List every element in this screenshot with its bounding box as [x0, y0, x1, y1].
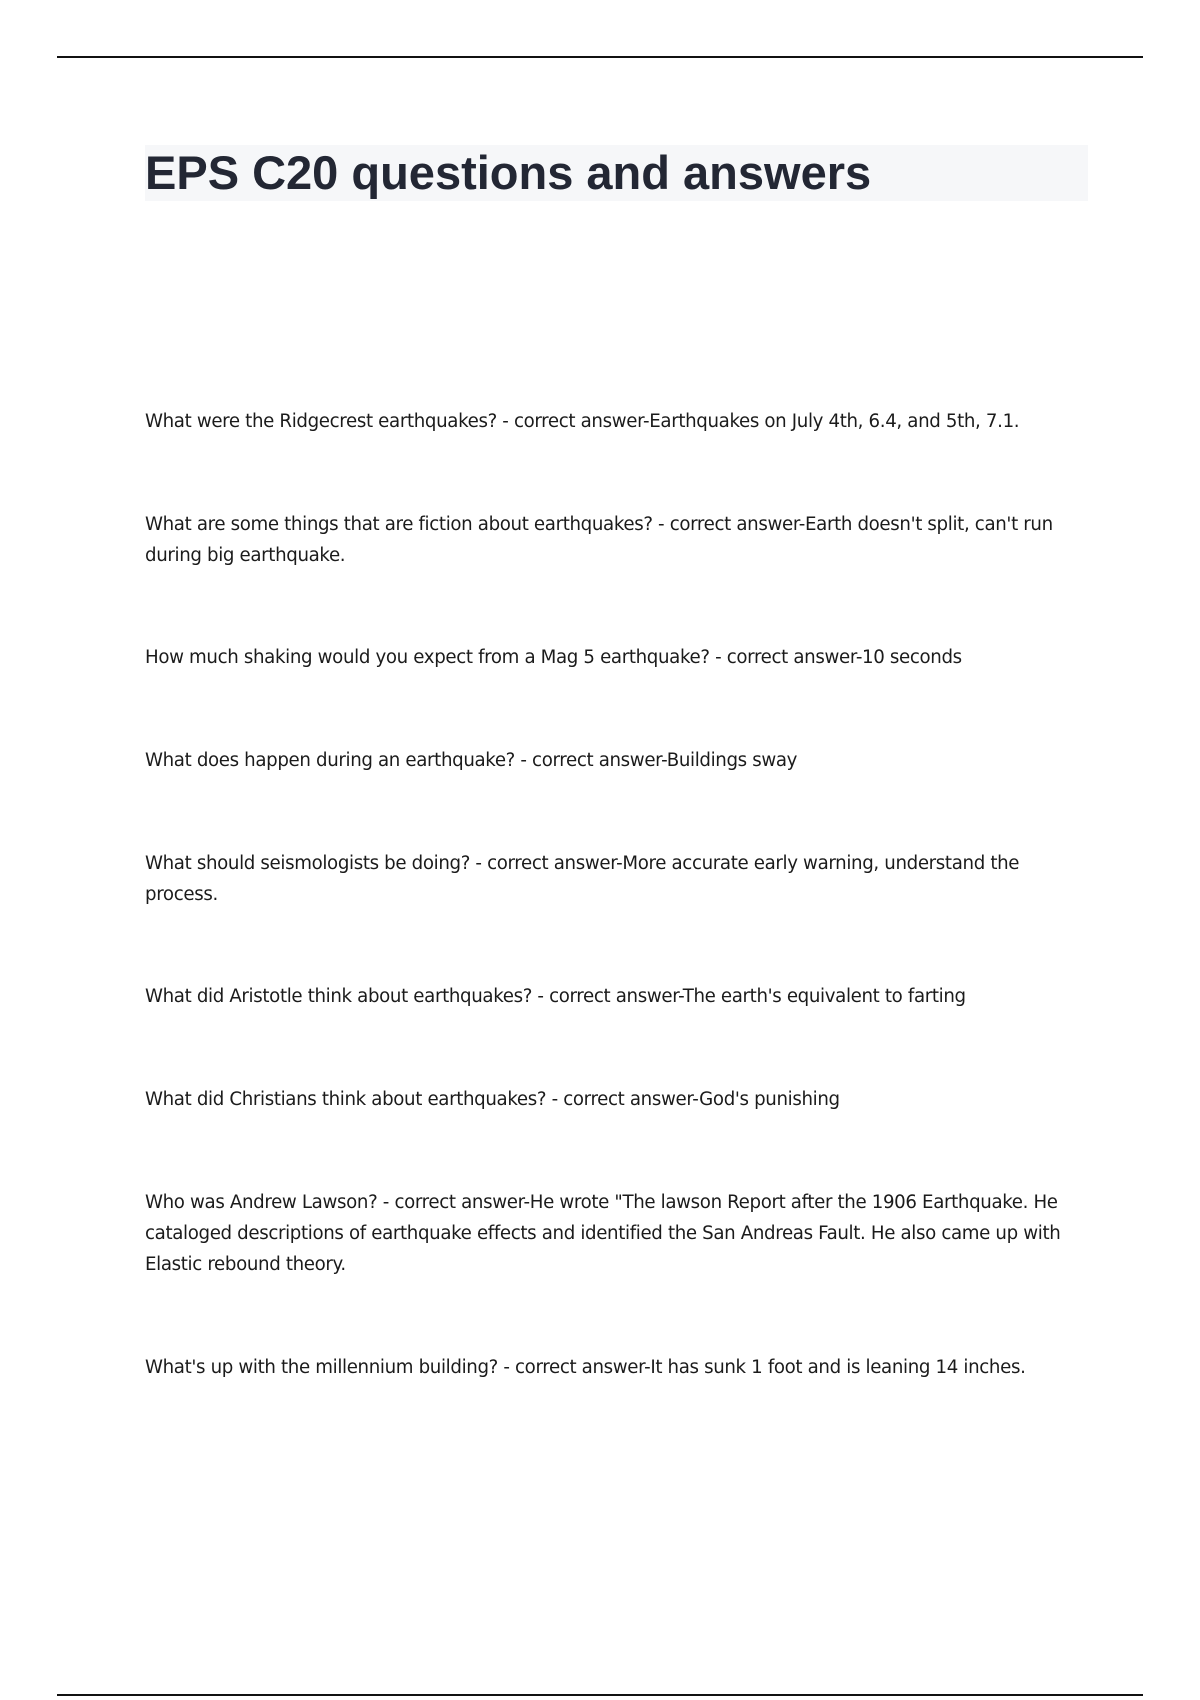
document-title: EPS C20 questions and answers — [145, 146, 872, 199]
qa-item-seismologists: What should seismologists be doing? - correct answer-More accurate early warning, understand the process. — [145, 853, 1020, 905]
qa-item-ridgecrest: What were the Ridgecrest earthquakes? - correct answer-Earthquakes on July 4th, 6.4, and 5th, 7.1. — [145, 411, 1020, 432]
header-rule — [57, 56, 1143, 58]
qa-item-christians: What did Christians think about earthquakes? - correct answer-God's punishing — [145, 1089, 840, 1110]
footer-rule — [57, 1694, 1143, 1696]
qa-item-aristotle: What did Aristotle think about earthquakes? - correct answer-The earth's equivalent to farting — [145, 986, 966, 1007]
qa-item-andrew-lawson: Who was Andrew Lawson? - correct answer-He wrote "The lawson Report after the 1906 Earthquake. He cataloged descriptions of earthquake effects and identified the San Andreas Fault. He also came up with Elastic rebound theory. — [145, 1192, 1061, 1275]
qa-item-fiction: What are some things that are fiction about earthquakes? - correct answer-Earth doesn't split, can't run during big earthquake. — [145, 514, 1053, 566]
qa-item-millennium-building: What's up with the millennium building? - correct answer-It has sunk 1 foot and is leaning 14 inches. — [145, 1357, 1026, 1378]
qa-item-mag5-shaking: How much shaking would you expect from a Mag 5 earthquake? - correct answer-10 seconds — [145, 647, 962, 668]
qa-item-during-earthquake: What does happen during an earthquake? - correct answer-Buildings sway — [145, 750, 798, 771]
